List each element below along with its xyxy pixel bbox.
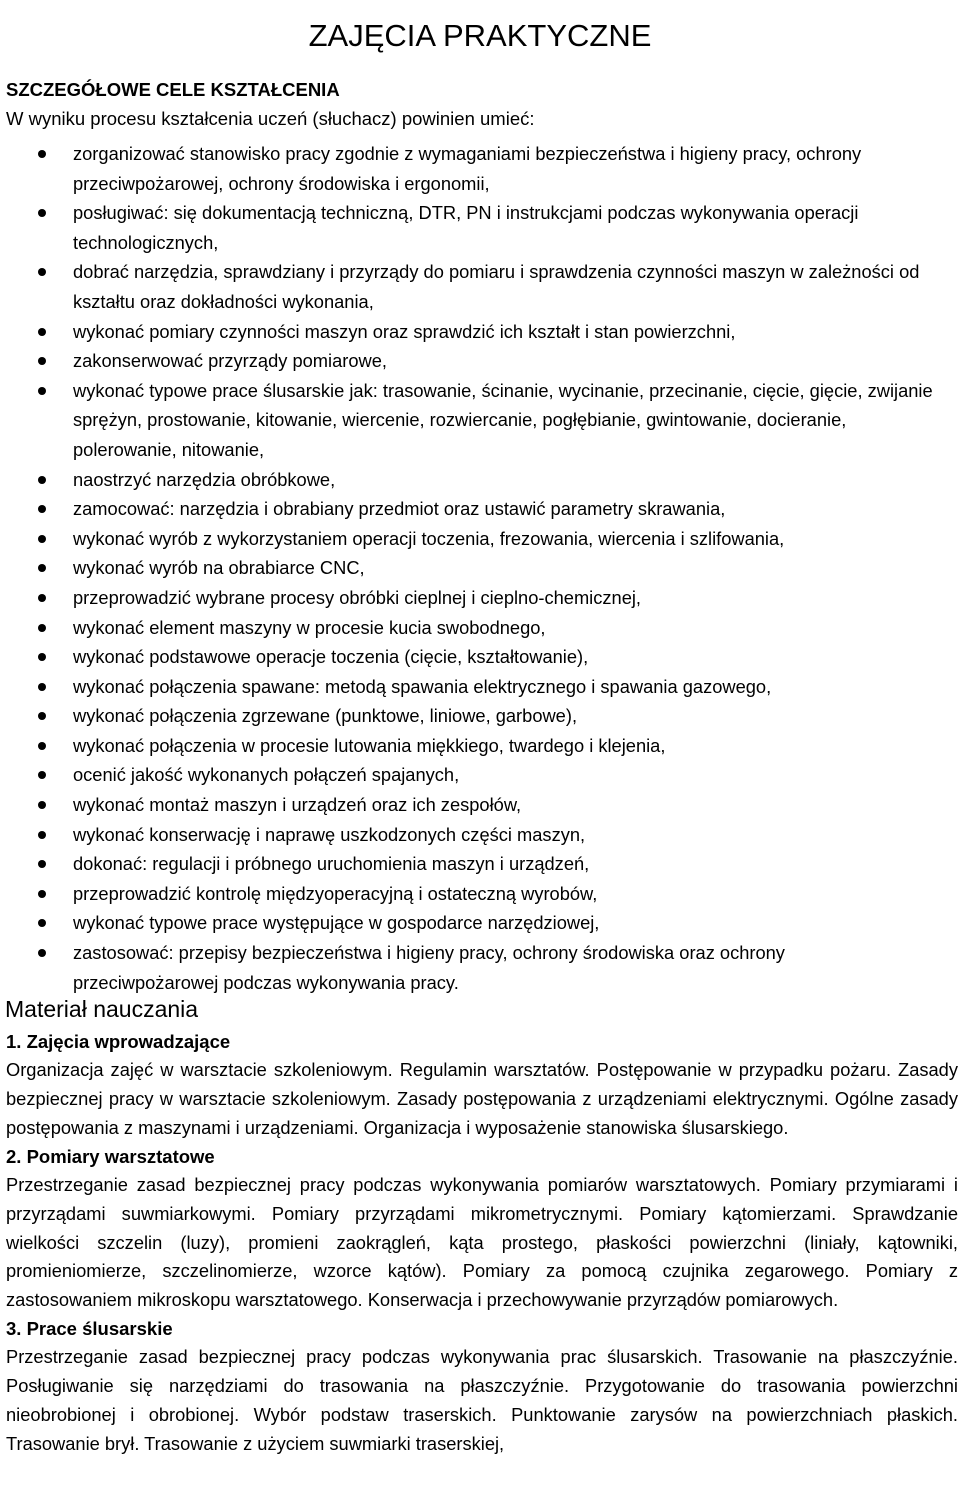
goal-item [0,317,933,347]
goal-text: przeprowadzić kontrolę międzyoperacyjną i ostateczną wyrobów, [73,882,598,904]
bullet-icon [38,860,46,868]
goal-text: wykonać pomiary czynności maszyn oraz sprawdzić ich kształt i stan powierzchni, [73,320,736,342]
goal-item [0,613,933,643]
goal-text: zamocować: narzędzia i obrabiany przedmiot oraz ustawić parametry skrawania, [73,498,726,520]
goal-text: wykonać połączenia w procesie lutowania miękkiego, twardego i klejenia, [73,734,666,756]
goal-text: zakonserwować przyrządy pomiarowe, [73,350,387,372]
goal-item [0,701,933,731]
bullet-icon [38,919,46,927]
goal-item [0,849,933,879]
bullet-icon [38,150,46,158]
material-section-text: Organizacja zajęć w warsztacie szkoleniowym. Regulamin warsztatów. Postępowanie w przypadku pożaru. Zasady bezpiecznej pracy w warsztacie szkoleniowym. Zasady postępowania z urządzeniami elektrycznymi. Ogólne zasady postępowania z maszynami i urządzeniami. Organizacja i wyposażenie stanowiska ślusarskiego. [6,1059,958,1138]
goal-text: zastosować: przepisy bezpieczeństwa i higieny pracy, ochrony środowiska oraz ochrony przeciwpożarowej podczas wykonywania pracy. [73,942,785,993]
goal-text: ocenić jakość wykonanych połączeń spajanych, [73,764,460,786]
goal-item [0,820,933,850]
bullet-icon [38,624,46,632]
goal-text: dokonać: regulacji i próbnego uruchomienia maszyn i urządzeń, [73,853,590,875]
goal-item [0,790,933,820]
goals-heading: SZCZEGÓŁOWE CELE KSZTAŁCENIA [6,79,340,100]
bullet-icon [38,771,46,779]
goal-text: wykonać wyrób na obrabiarce CNC, [73,557,365,579]
bullet-icon [38,535,46,543]
goal-item [0,760,933,790]
bullet-icon [38,268,46,276]
material-heading: Materiał nauczania [5,996,199,1022]
goal-text: zorganizować stanowisko pracy zgodnie z wymaganiami bezpieczeństwa i higieny pracy, ochrony przeciwpożarowej, ochrony środowiska i ergonomii, [73,143,862,194]
goal-item [0,583,933,613]
goal-item [0,642,933,672]
goal-item [0,139,933,198]
goal-text: wykonać wyrób z wykorzystaniem operacji toczenia, frezowania, wiercenia i szlifowania, [73,527,785,549]
bullet-icon [38,949,46,957]
page-title: ZAJĘCIA PRAKTYCZNE [308,17,652,53]
bullet-icon [38,505,46,513]
bullet-icon [38,683,46,691]
bullet-icon [38,564,46,572]
goal-text: wykonać połączenia zgrzewane (punktowe, liniowe, garbowe), [73,705,578,727]
material-section-title: 3. Prace ślusarskie [6,1318,173,1340]
goal-item [0,731,933,761]
goal-item [0,879,933,909]
goal-item [0,257,933,316]
bullet-icon [38,357,46,365]
goal-item [0,346,933,376]
goal-item [0,198,933,257]
goal-text: posługiwać: się dokumentacją techniczną, DTR, PN i instrukcjami podczas wykonywania operacji technologicznych, [73,202,859,253]
bullet-icon [38,890,46,898]
goal-text: wykonać typowe prace występujące w gospodarce narzędziowej, [73,912,600,934]
material-section-text: Przestrzeganie zasad bezpiecznej pracy podczas wykonywania pomiarów warsztatowych. Pomiary przymiarami i przyrządami suwmiarkowymi. Pomiary przyrządami mikrometrycznymi. Pomiary kątomierzami. Sprawdzanie wielkości szczelin (luzy), promieni zaokrągleń, kąta prostego, płaskości powierzchni (liniały, kątowniki, promieniomierze, szczelinomierze, wzorce kątów). Pomiary za pomocą czujnika zegarowego. Pomiary z zastosowaniem mikroskopu warsztatowego. Konserwacja i przechowywanie przyrządów pomiarowych. [6,1173,958,1311]
goal-item [0,553,933,583]
goal-text: przeprowadzić wybrane procesy obróbki cieplnej i cieplno-chemicznej, [73,586,642,608]
goal-item [0,524,933,554]
goals-list [0,139,960,997]
goal-text: dobrać narzędzia, sprawdziany i przyrządy do pomiaru i sprawdzenia czynności maszyn w zależności od kształtu oraz dokładności wykonania, [73,261,920,312]
bullet-icon [38,712,46,720]
material-content [6,1028,958,1459]
goal-text: wykonać konserwację i naprawę uszkodzonych części maszyn, [73,823,586,845]
material-section-title: 1. Zajęcia wprowadzające [6,1031,231,1052]
material-section-text: Przestrzeganie zasad bezpiecznej pracy podczas wykonywania prac ślusarskich. Trasowanie na płaszczyźnie. Posługiwanie się narzędziami do trasowania na płaszczyźnie. Przygotowanie do trasowania powierzchni nieobrobionej i obrobionej. Wybór podstaw traserskich. Punktowanie zarysów na powierzchniach płaskich. Trasowanie brył. Trasowanie z użyciem suwmiarki traserskiej, [6,1346,958,1454]
goal-item [0,908,933,938]
bullet-icon [38,653,46,661]
goal-text: wykonać połączenia spawane: metodą spawania elektrycznego i spawania gazowego, [73,675,772,697]
goal-item [0,465,933,495]
goal-item [0,938,933,997]
goal-text: wykonać element maszyny w procesie kucia swobodnego, [73,616,546,638]
goal-text: wykonać montaż maszyn i urządzeń oraz ich zespołów, [73,794,522,816]
material-section-title: 2. Pomiary warsztatowe [6,1145,215,1167]
bullet-icon [38,742,46,750]
goal-item [0,376,933,465]
goal-text: naostrzyć narzędzia obróbkowe, [73,468,336,490]
goal-text: wykonać podstawowe operacje toczenia (cięcie, kształtowanie), [73,646,589,668]
bullet-icon [38,476,46,484]
bullet-icon [38,328,46,336]
bullet-icon [38,387,46,395]
bullet-icon [38,801,46,809]
bullet-icon [38,209,46,217]
goal-item [0,494,933,524]
bullet-icon [38,594,46,602]
goal-text: wykonać typowe prace ślusarskie jak: trasowanie, ścinanie, wycinanie, przecinanie, cięcie, gięcie, zwijanie sprężyn, prostowanie, kitowanie, wiercenie, rozwiercanie, pogłębianie, gwintowanie, docieranie, polerowanie, nitowanie, [73,379,933,460]
goals-intro: W wyniku procesu kształcenia uczeń (słuchacz) powinien umieć: [6,108,535,129]
bullet-icon [38,831,46,839]
goal-item [0,672,933,702]
